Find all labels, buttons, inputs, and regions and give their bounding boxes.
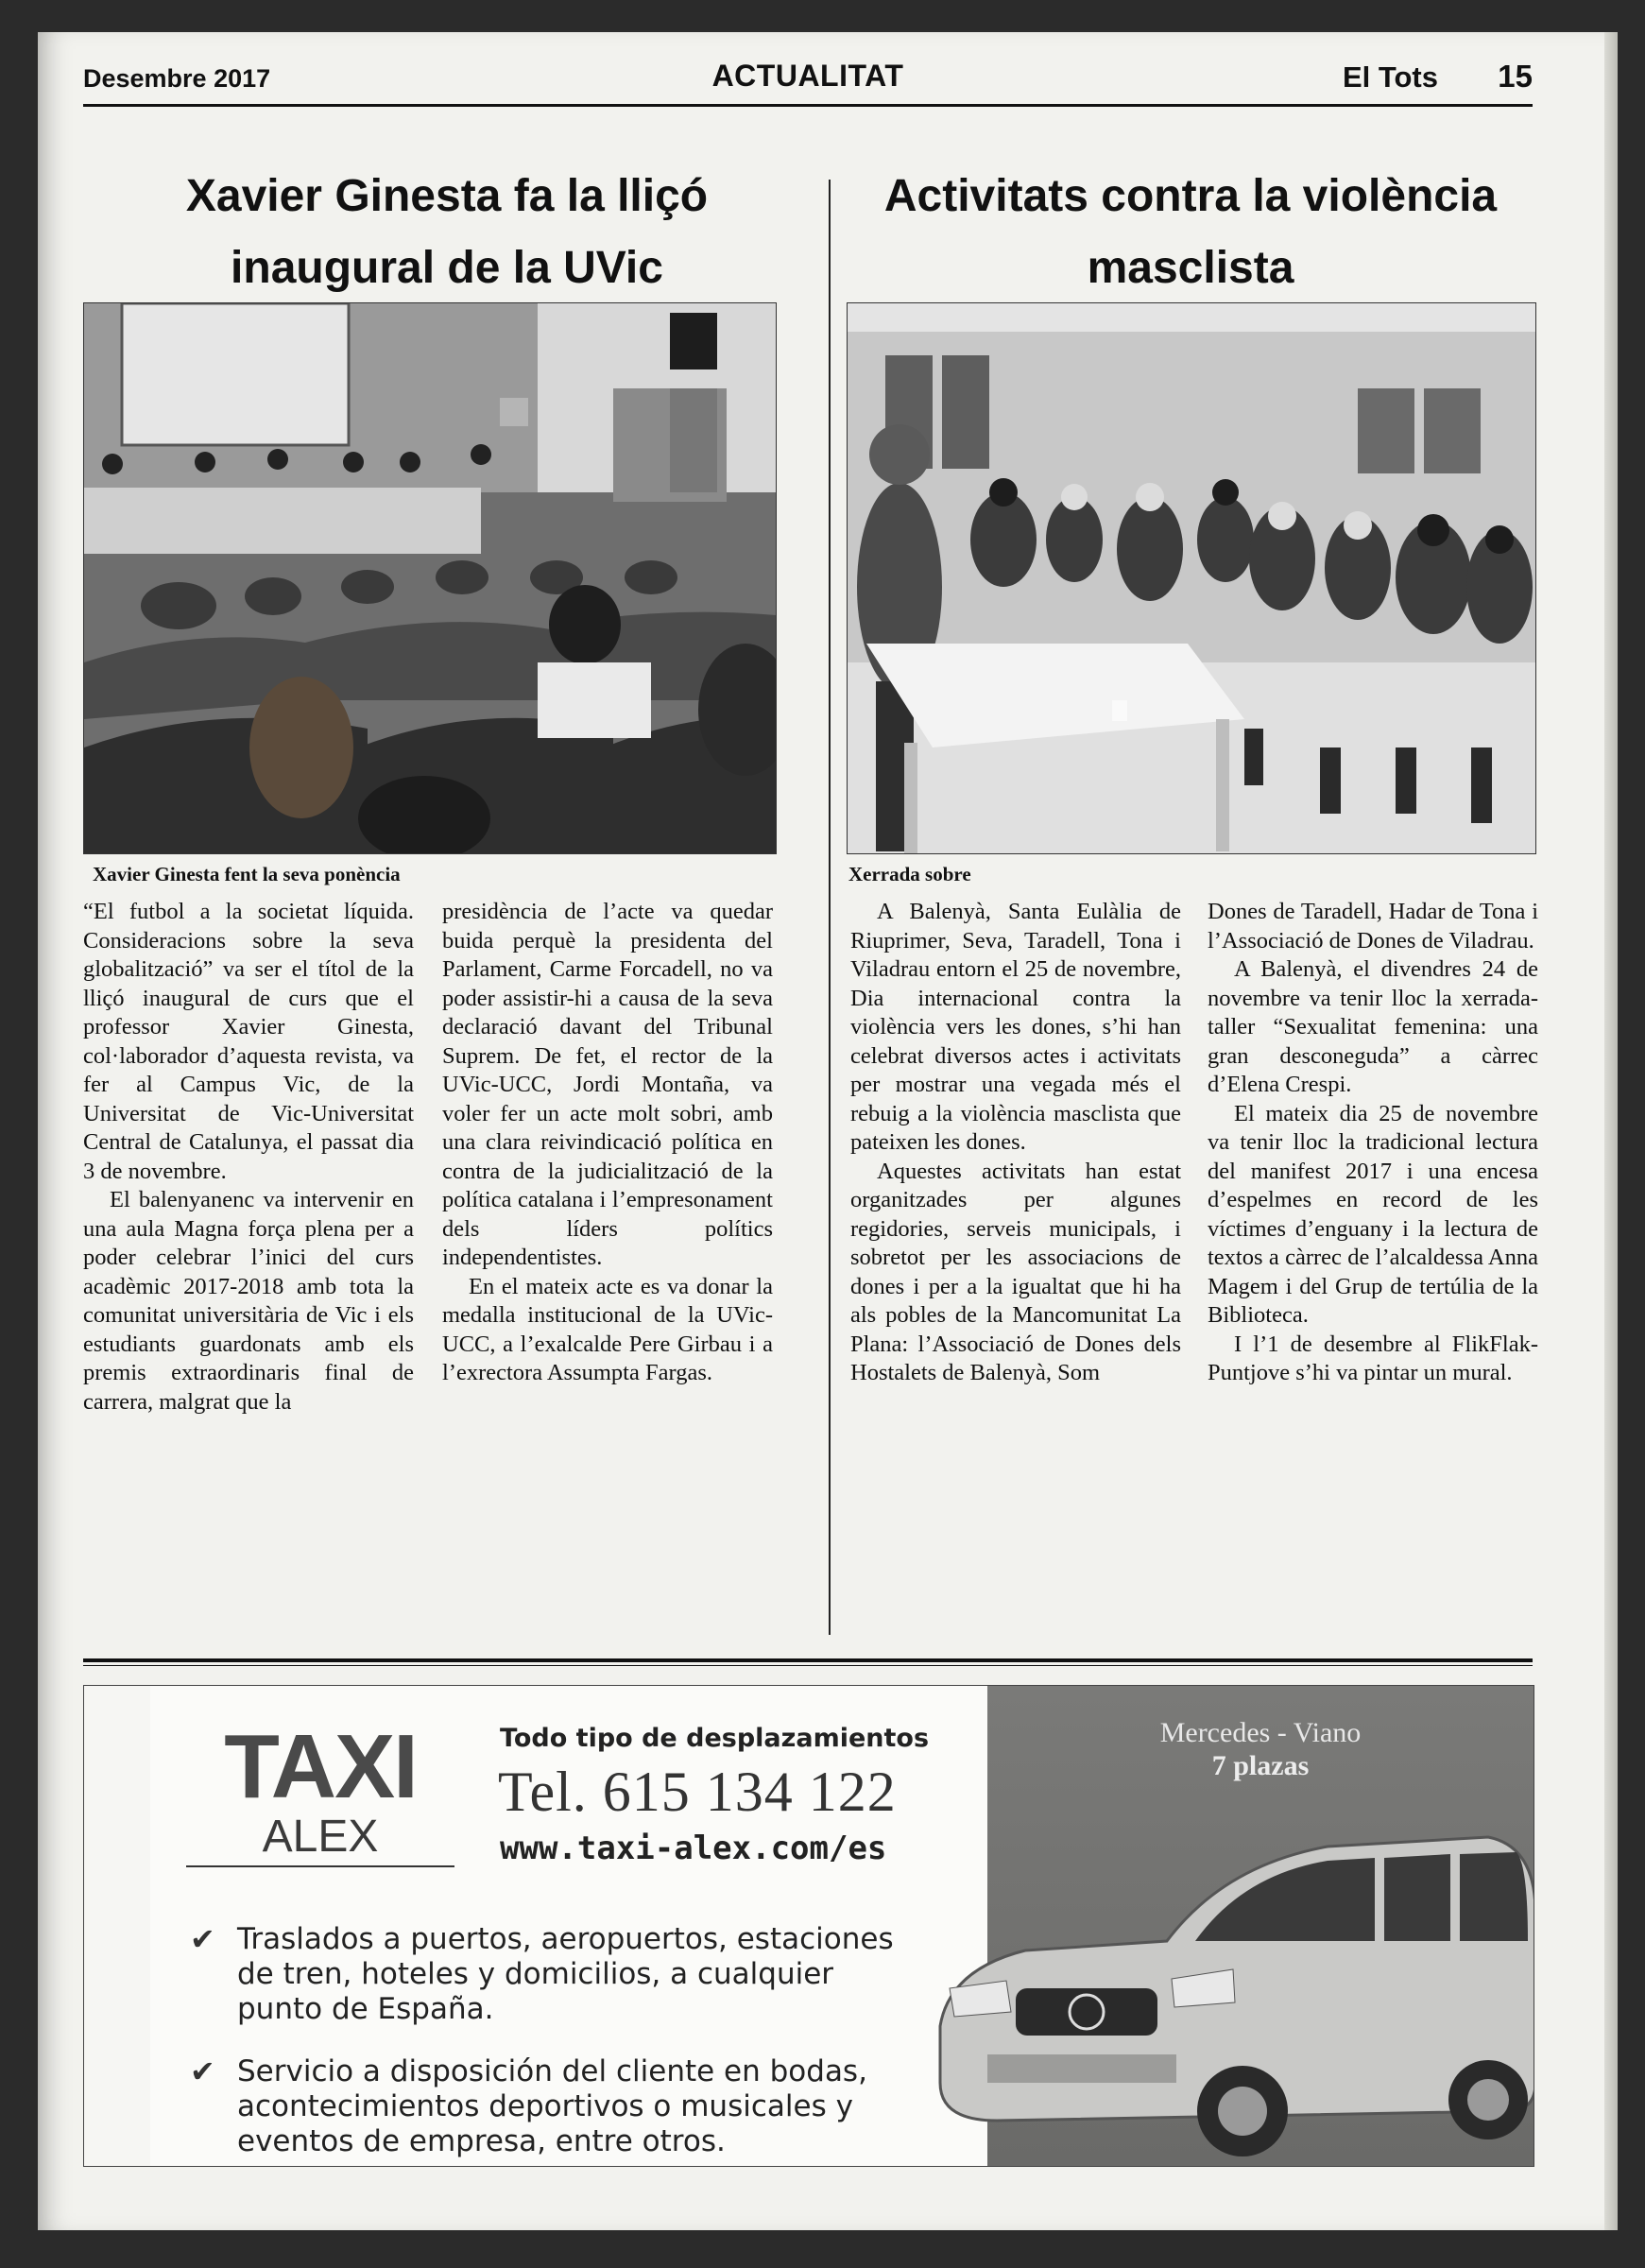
page-header [83,59,1533,104]
paragraph: “El futbol a la societat líquida. Consideracions sobre la seva globalització” va ser el títol de la lliçó inaugural de curs que el professor Xavier Ginesta, col·laborador d’aquesta revista, va fer al Campus Vic, de la Universitat de Vic-Universitat Central de Catalunya, el passat dia 3 de novembre. [83,899,414,1184]
header-section: ACTUALITAT [711,59,904,93]
left-article-column-2 [442,898,773,1616]
paragraph: El mateix dia 25 de novembre va tenir lloc la tradicional lectura del manifest 2017 i una encesa d’espelmes en record de les víctimes d’enguany i la lectura de textos a càrrec de l’alcaldessa Anna Magem i del Grup de tertúlia de la Biblioteca. [1208,1100,1538,1328]
talk-photo [847,302,1536,854]
paragraph: A Balenyà, el divendres 24 de novembre va tenir lloc la xerrada-taller “Sexualitat femenina: una gran desconeguda” a càrrec d’Elena Crespi. [1208,956,1538,1097]
check-icon: ✔ [190,2053,215,2089]
ad-separator-rule-thin [83,1665,1533,1666]
car-model: Mercedes - Viano [1159,1717,1362,1748]
taxi-logo-word: TAXI [224,1716,417,1817]
page-fold [1604,32,1618,2230]
header-date: Desembre 2017 [83,64,271,93]
car-seats: 7 plazas [1211,1750,1310,1781]
paragraph: A Balenyà, Santa Eulàlia de Riuprimer, Seva, Taradell, Tona i Viladrau entorn el 25 de novembre, Dia internacional contra la violència vers les dones, s’hi han celebrat diversos actes i activitats per mostrar una vegada més el rebuig a la violència masclista que pateixen les dones. [850,899,1181,1155]
ad-bullet-text: Traslados a puertos, aeropuertos, estaciones de tren, hoteles y domicilios, a cualquier punto de España. [237,1922,894,2026]
taxi-advertisement [83,1685,1534,2167]
ad-bullet [190,2054,927,2159]
right-article-column-1 [850,898,1181,1616]
paragraph: Dones de Taradell, Hadar de Tona i l’Associació de Dones de Viladrau. [1208,899,1538,954]
ad-phone: Tel. 615 134 122 [498,1761,897,1823]
ad-separator-rule [83,1658,1533,1662]
left-photo-caption: Xavier Ginesta fent la seva ponència [93,863,401,885]
left-article-column-1 [83,898,414,1616]
paragraph: En el mateix acte es va donar la medalla institucional de la UVic-UCC, a l’exalcalde Pere Girbau i a l’exrectora Assumpta Fargas. [442,1273,773,1385]
header-magazine: El Tots [1342,60,1438,94]
ad-website: www.taxi-alex.com/es [500,1830,887,1867]
ad-bullet-text: Servicio a disposición del cliente en bodas, acontecimientos deportivos o musicales y eventos de empresa, entre otros. [237,2054,867,2158]
logo-underline [186,1865,454,1867]
right-article-column-2 [1208,898,1538,1616]
lecture-photo [83,302,777,854]
page-number: 15 [1498,59,1533,94]
paragraph: I l’1 de desembre al FlikFlak-Puntjove s’hi va pintar un mural. [1208,1331,1538,1385]
ad-tagline: Todo tipo de desplazamientos [500,1724,930,1753]
taxi-logo-name: ALEX [262,1812,379,1862]
paragraph: El balenyanenc va intervenir en una aula Magna força plena per a poder celebrar l’inici del curs acadèmic 2017-2018 amb tota la comunitat universitària de Vic i els estudiants guardonats amb els premis extraordinaris final de carrera, malgrat que la [83,1187,414,1415]
right-headline: Activitats contra la violència masclista [883,171,1498,293]
check-icon: ✔ [190,1921,215,1957]
paragraph: Aquestes activitats han estat organitzades per algunes regidories, serveis municipals, i sobretot per les associacions de dones i per a la igualtat que hi ha als pobles de la Mancomunitat La Plana: l’Associació de Dones dels Hostalets de Balenyà, Som [850,1158,1181,1385]
minivan-image [883,1799,1534,2158]
column-divider [829,180,831,1635]
paragraph: presidència de l’acte va quedar buida perquè la presidenta del Parlament, Carme Forcadell, no va poder assistir-hi a causa de la seva declaració davant del Tribunal Suprem. De fet, el rector de la UVic-UCC, Jordi Montaña, va voler fer un acte molt sobri, amb una clara reivindicació política en contra de la judicialització de la política catalana i l’empresonament dels líders polítics independentistes. [442,899,773,1270]
ad-bullet [190,1922,927,2027]
right-photo-caption: Xerrada sobre [848,863,971,885]
left-headline: Xavier Ginesta fa la lliçó inaugural de la UVic [185,171,709,293]
header-rule [83,104,1533,107]
ad-car-panel [987,1686,1534,2166]
